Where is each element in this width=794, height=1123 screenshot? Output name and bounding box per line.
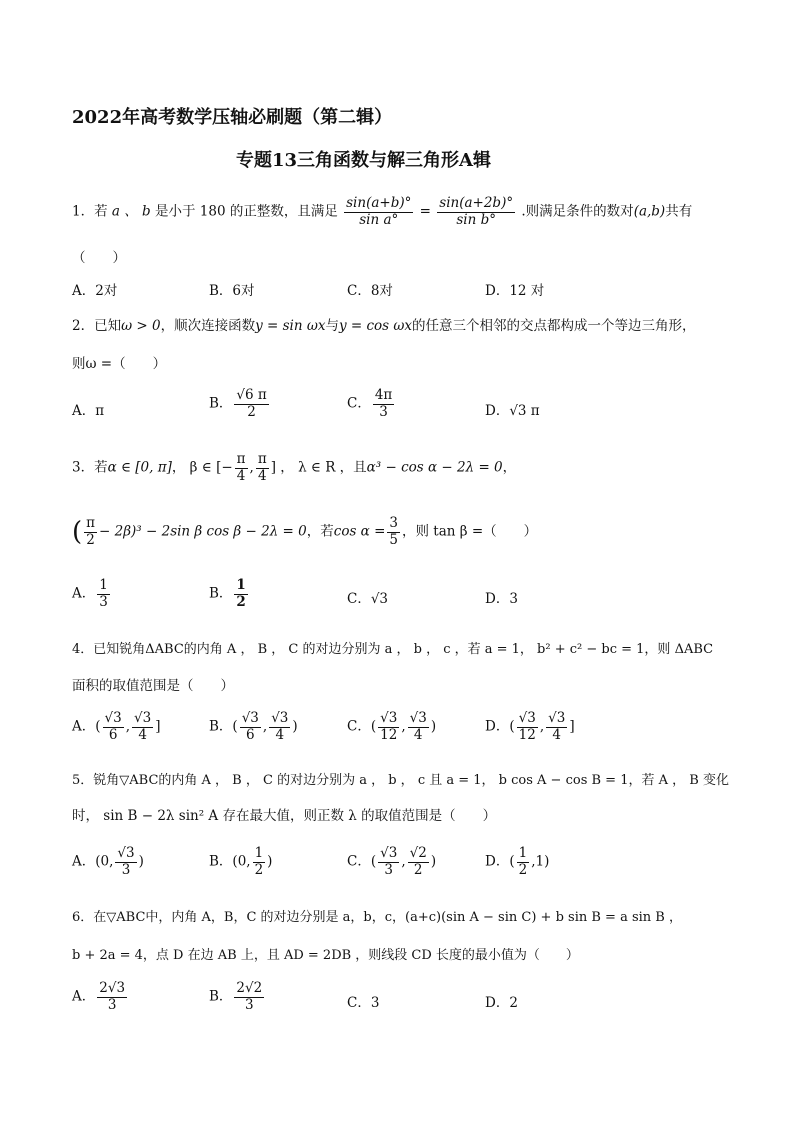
- q6-option-a[interactable]: A． $\frac{2√3}{3}$: [72, 980, 126, 1013]
- question-5-line-2: 时， sin B − 2λ sin² A 存在最大值，则正数 λ 的取值范围是（ ）: [72, 808, 497, 824]
- q3-option-b[interactable]: B． $\frac{1}{2}$: [209, 577, 246, 610]
- q2-option-d[interactable]: D．√3 π: [485, 403, 540, 419]
- document-title: 2022年高考数学压轴必刷题（第二辑）: [72, 107, 393, 128]
- question-6-line-2: b + 2a = 4，点 D 在边 AB 上，且 AD = 2DB ，则线段 CD 长度的最小值为（ ）: [72, 948, 579, 963]
- q3-option-a[interactable]: A． $\frac{1}{3}$: [72, 577, 108, 610]
- question-6-line-1: 6．在▽ABC中，内角 A，B，C 的对边分别是 a，b，c，(a+c)(sin A − sin C) + b sin B = a sin B ，: [72, 910, 682, 925]
- question-4-line-1: 4．已知锐角ΔABC的内角 A ， B ， C 的对边分别为 a ， b ， c ，若 a = 1， b² + c² − bc = 1，则 ΔABC: [72, 642, 714, 657]
- question-2-line-1: 2．已知ω > 0，顺次连接函数y = sin ωx与y = cos ωx的任意三个相邻的交点都构成一个等边三角形，: [72, 318, 696, 334]
- q3-option-d[interactable]: D．3: [485, 591, 518, 607]
- q3-option-c[interactable]: C．√3: [347, 591, 389, 607]
- q5-option-b[interactable]: B．(0, $\frac{1}{2}$ ): [209, 845, 273, 878]
- q1-option-c[interactable]: C．8对: [347, 283, 393, 299]
- q1-option-b[interactable]: B．6对: [209, 283, 255, 299]
- q5-option-a[interactable]: A．(0, $\frac{√3}{3}$ ): [72, 845, 144, 878]
- q1-option-a[interactable]: A．2对: [72, 283, 118, 299]
- q5-option-d[interactable]: D．( $\frac{1}{2}$ ,1): [485, 845, 550, 878]
- q4-option-a[interactable]: A．( $\frac{√3}{6}$ , $\frac{√3}{4}$ ]: [72, 710, 161, 743]
- q1-fraction-2: $\frac{\sin(a+2b)^\circ}{\text{sin b°}}$: [439, 195, 514, 228]
- q1-answer-paren: （ ）: [72, 250, 126, 266]
- q5-option-c[interactable]: C．( $\frac{√3}{3}$ , $\frac{√2}{2}$ ): [347, 845, 437, 878]
- q2-option-b[interactable]: B． $\frac{√6 \pi}{2}$: [209, 387, 267, 420]
- question-2-line-2: 则ω =（ ）: [72, 356, 167, 372]
- question-5-line-1: 5．锐角▽ABC的内角 A ， B ， C 的对边分别为 a ， b ， c 且 a = 1， b cos A − cos B = 1，若 A ， B 变化: [72, 773, 729, 788]
- question-3-line-1: 3．若α ∈ [0, π]， β ∈ [− $\frac{\pi}{4}$ , $\frac{\pi}{4}$ ] ， λ ∈ R ，且α³ − cos α − 2λ = 0，: [72, 451, 517, 484]
- q6-option-d[interactable]: D．2: [485, 995, 518, 1011]
- question-1: 1．若 a 、 b 是小于 180 的正整数，且满足 $\frac{\sin(a+b)^\circ}{\text{sin a°}}$ = $\frac{\sin(a+2b)^\circ}{\text{sin b°}}$ .则满足条件的数对(a,b)共有: [72, 195, 693, 228]
- q2-option-a[interactable]: A．π: [72, 403, 105, 419]
- question-4-line-2: 面积的取值范围是（ ）: [72, 678, 234, 694]
- q1-fraction-1: $\frac{\sin(a+b)^\circ}{\text{sin a°}}$: [346, 195, 412, 228]
- q4-option-d[interactable]: D．( $\frac{√3}{12}$ , $\frac{√3}{4}$ ]: [485, 710, 575, 743]
- q4-option-c[interactable]: C．( $\frac{√3}{12}$ , $\frac{√3}{4}$ ): [347, 710, 437, 743]
- q1-option-d[interactable]: D．12 对: [485, 283, 545, 299]
- q6-option-c[interactable]: C．3: [347, 995, 380, 1011]
- question-3-line-2: ( $\frac{\pi}{2}$ − 2β)³ − 2sin β cos β − 2λ = 0，若cos α = $\frac{3}{5}$ ，则 tan β =（ ）: [72, 515, 538, 548]
- q4-option-b[interactable]: B．( $\frac{√3}{6}$ , $\frac{√3}{4}$ ): [209, 710, 298, 743]
- q2-option-c[interactable]: C． $\frac{4\pi}{3}$: [347, 387, 393, 420]
- document-subtitle: 专题13三角函数与解三角形A辑: [236, 150, 492, 171]
- q6-option-b[interactable]: B． $\frac{2√2}{3}$: [209, 980, 263, 1013]
